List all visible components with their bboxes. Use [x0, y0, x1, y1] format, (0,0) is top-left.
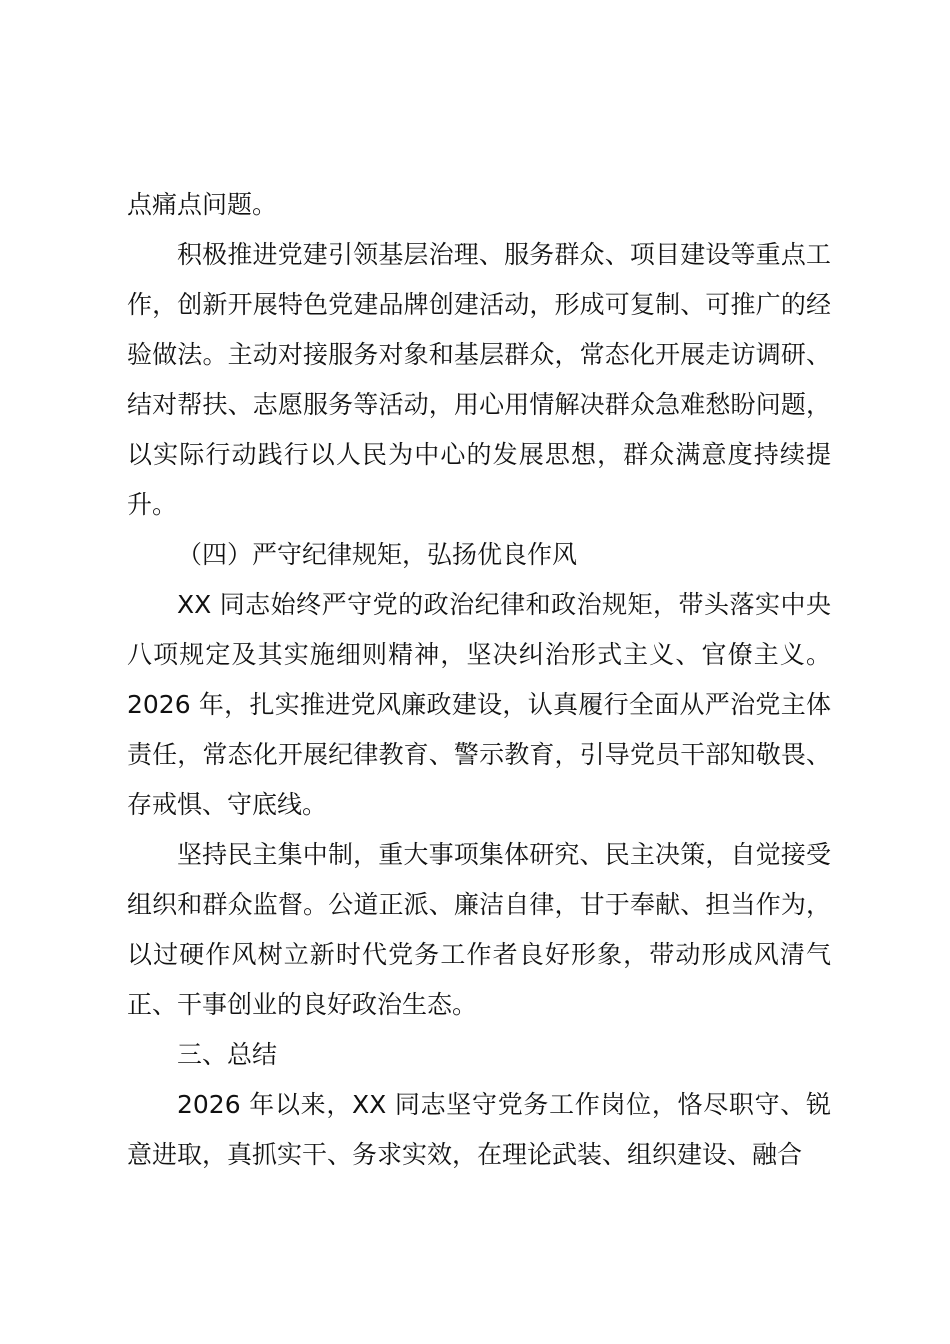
heading-summary: 三、总结	[177, 1040, 278, 1069]
paragraph-continuation: 点痛点问题。	[127, 190, 278, 219]
paragraph-democratic-centralism: 坚持民主集中制，重大事项集体研究、民主决策，自觉接受组织和群众监督。公道正派、廉洁自律，甘于奉献、担当作为，以过硬作风树立新时代党务工作者良好形象，带动形成风清气正、干事创业的良好政治生态。	[127, 840, 831, 1019]
paragraph-summary: 2026 年以来，XX 同志坚守党务工作岗位，恪尽职守、锐意进取，真抓实干、务求实效，在理论武装、组织建设、融合	[127, 1090, 831, 1169]
paragraph-discipline: XX 同志始终严守党的政治纪律和政治规矩，带头落实中央八项规定及其实施细则精神，坚决纠治形式主义、官僚主义。2026 年，扎实推进党风廉政建设，认真履行全面从严治党主体责任，常态化开展纪律教育、警示教育，引导党员干部知敬畏、存戒惧、守底线。	[127, 590, 831, 819]
paragraph-party-building-practice: 积极推进党建引领基层治理、服务群众、项目建设等重点工作，创新开展特色党建品牌创建活动，形成可复制、可推广的经验做法。主动对接服务对象和基层群众，常态化开展走访调研、结对帮扶、志愿服务等活动，用心用情解决群众急难愁盼问题，以实际行动践行以人民为中心的发展思想，群众满意度持续提升。	[127, 240, 831, 519]
document-page	[127, 180, 831, 1180]
subheading-discipline: （四）严守纪律规矩，弘扬优良作风	[177, 540, 578, 569]
